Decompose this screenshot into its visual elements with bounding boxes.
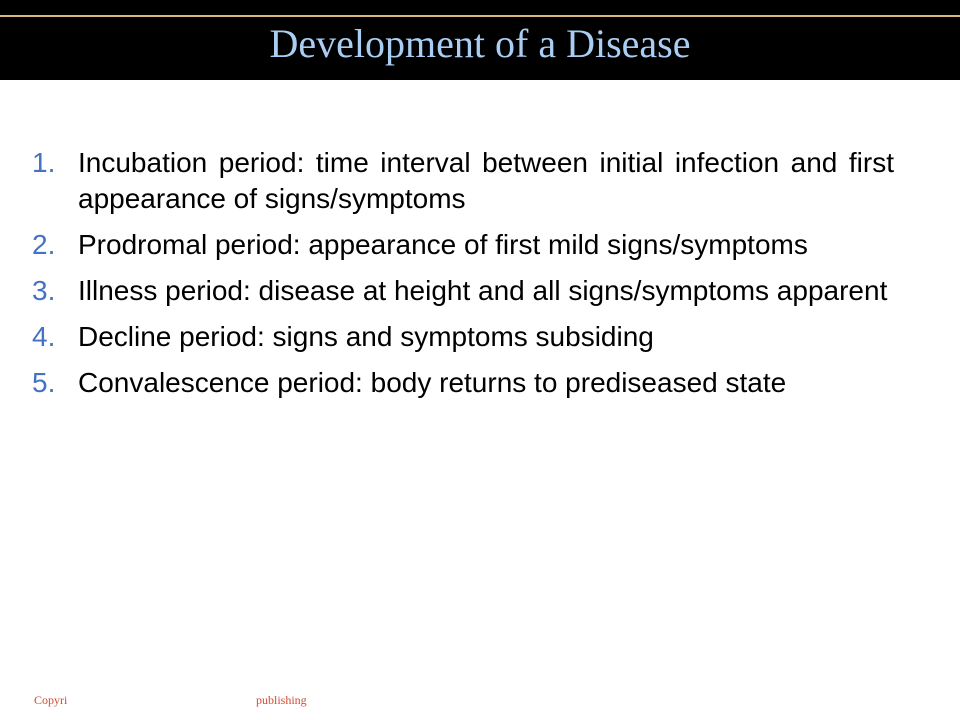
list-text: Incubation period: time interval between initial infection and first appearance of signs/symptoms — [78, 147, 894, 214]
list-number: 2. — [32, 229, 56, 260]
title-bar — [0, 0, 960, 80]
list-item — [32, 227, 894, 263]
list-text: Convalescence period: body returns to prediseased state — [78, 367, 787, 398]
list-item — [32, 145, 894, 217]
numbered-list — [32, 145, 894, 401]
list-text: Prodromal period: appearance of first mild signs/symptoms — [78, 229, 808, 260]
list-item — [32, 365, 894, 401]
list-number: 3. — [32, 275, 56, 306]
list-number: 5. — [32, 367, 56, 398]
list-item — [32, 319, 894, 355]
content-area — [32, 145, 894, 411]
list-text: Illness period: disease at height and all signs/symptoms apparent — [78, 275, 888, 306]
slide-title: Development of a Disease — [269, 21, 691, 66]
list-text: Decline period: signs and symptoms subsiding — [78, 321, 654, 352]
footer-left-text: Copyri — [34, 693, 68, 707]
footer-middle-text: publishing — [256, 693, 307, 707]
list-item — [32, 273, 894, 309]
list-number: 1. — [32, 147, 56, 178]
footer-copyright — [34, 692, 504, 708]
title-rule — [0, 15, 960, 17]
list-number: 4. — [32, 321, 56, 352]
